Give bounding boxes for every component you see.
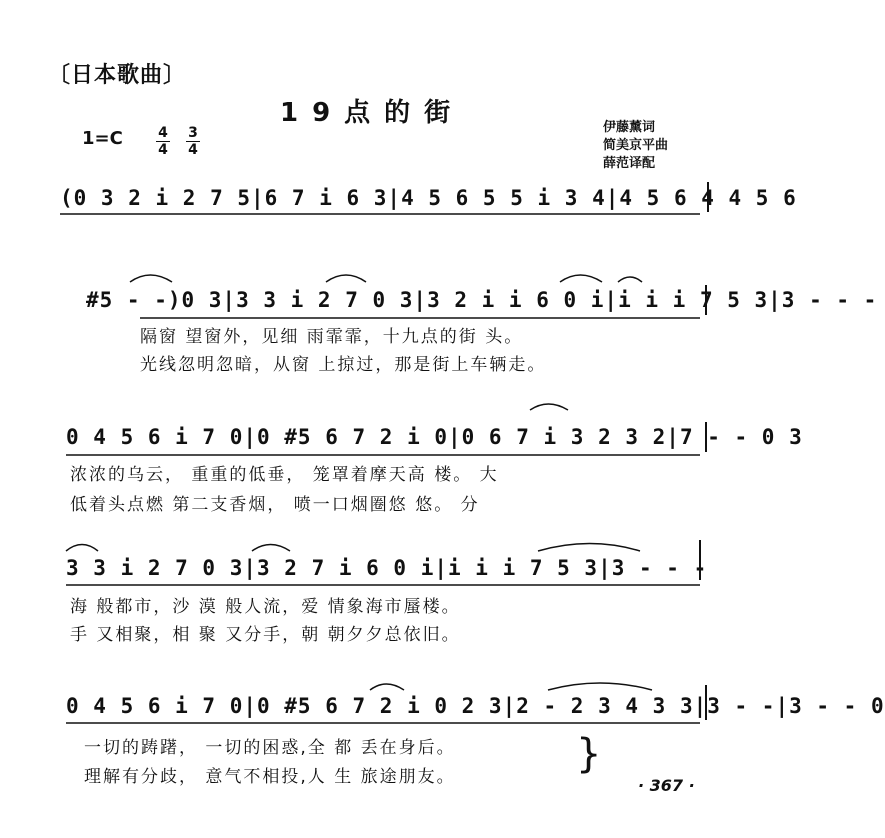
meter-2-numerator: 3 — [188, 125, 198, 141]
system-1-notes: (0 3 2 i 2 7 5|6 7 i 6 3|4 5 6 5 5 i 3 4|4 5 6 4 4 5 6 — [60, 186, 797, 210]
system-2-lyric-1: 隔窗 望窗外，见细 雨霏霏，十九点的街 头。 — [140, 327, 524, 347]
category-label: 〔日本歌曲〕 — [48, 63, 187, 88]
system-4-lyric-2: 手 又相聚，相 聚 又分手，朝 朝夕夕总依旧。 — [70, 625, 461, 645]
system-3-notes: 0 4 5 6 i 7 0|0 #5 6 7 2 i 0|0 6 7 i 3 2 3 2|7 - - 0 3 — [66, 425, 803, 449]
page-number: · 367 · — [638, 776, 695, 795]
verse-brace: } — [576, 731, 602, 777]
system-3-lyric-2: 低着头点燃 第二支香烟， 喷一口烟圈悠 悠。 分 — [70, 495, 480, 515]
system-4-notes: 3 3 i 2 7 0 3|3 2 7 i 6 0 i|i i i 7 5 3|3 - - - — [66, 556, 708, 580]
system-4-lyric-1: 海 般都市，沙 漠 般人流，爱 情象海市蜃楼。 — [70, 597, 461, 617]
song-title: 19点的街 — [280, 98, 465, 128]
meter-2-denominator: 4 — [188, 142, 198, 158]
meter-1-numerator: 4 — [158, 125, 168, 141]
credit-lyricist: 伊藤薰词 — [603, 120, 656, 135]
time-signature-1 — [156, 126, 170, 157]
credit-translator: 薛范译配 — [603, 156, 656, 171]
system-5-lyric-2: 理解有分歧， 意气不相投,人 生 旅途朋友。 — [84, 767, 456, 787]
key-signature: 1=C — [82, 128, 123, 149]
system-2-lyric-2: 光线忽明忽暗，从窗 上掠过，那是街上车辆走。 — [140, 355, 547, 375]
credit-composer: 简美京平曲 — [603, 138, 669, 153]
system-3-lyric-1: 浓浓的乌云， 重重的低垂， 笼罩着摩天高 楼。 大 — [70, 465, 499, 485]
system-5-notes: 0 4 5 6 i 7 0|0 #5 6 7 2 i 0 2 3|2 - 2 3 4 3 3|3 - -|3 - - 0 — [66, 694, 885, 718]
system-2-notes: #5 - -)0 3|3 3 i 2 7 0 3|3 2 i i 6 0 i|i i i 7 5 3|3 - - - — [86, 288, 878, 312]
time-signature-2 — [186, 126, 200, 157]
meter-1-denominator: 4 — [158, 142, 168, 158]
system-5-lyric-1: 一切的踌躇， 一切的困惑,全 都 丢在身后。 — [84, 738, 456, 758]
